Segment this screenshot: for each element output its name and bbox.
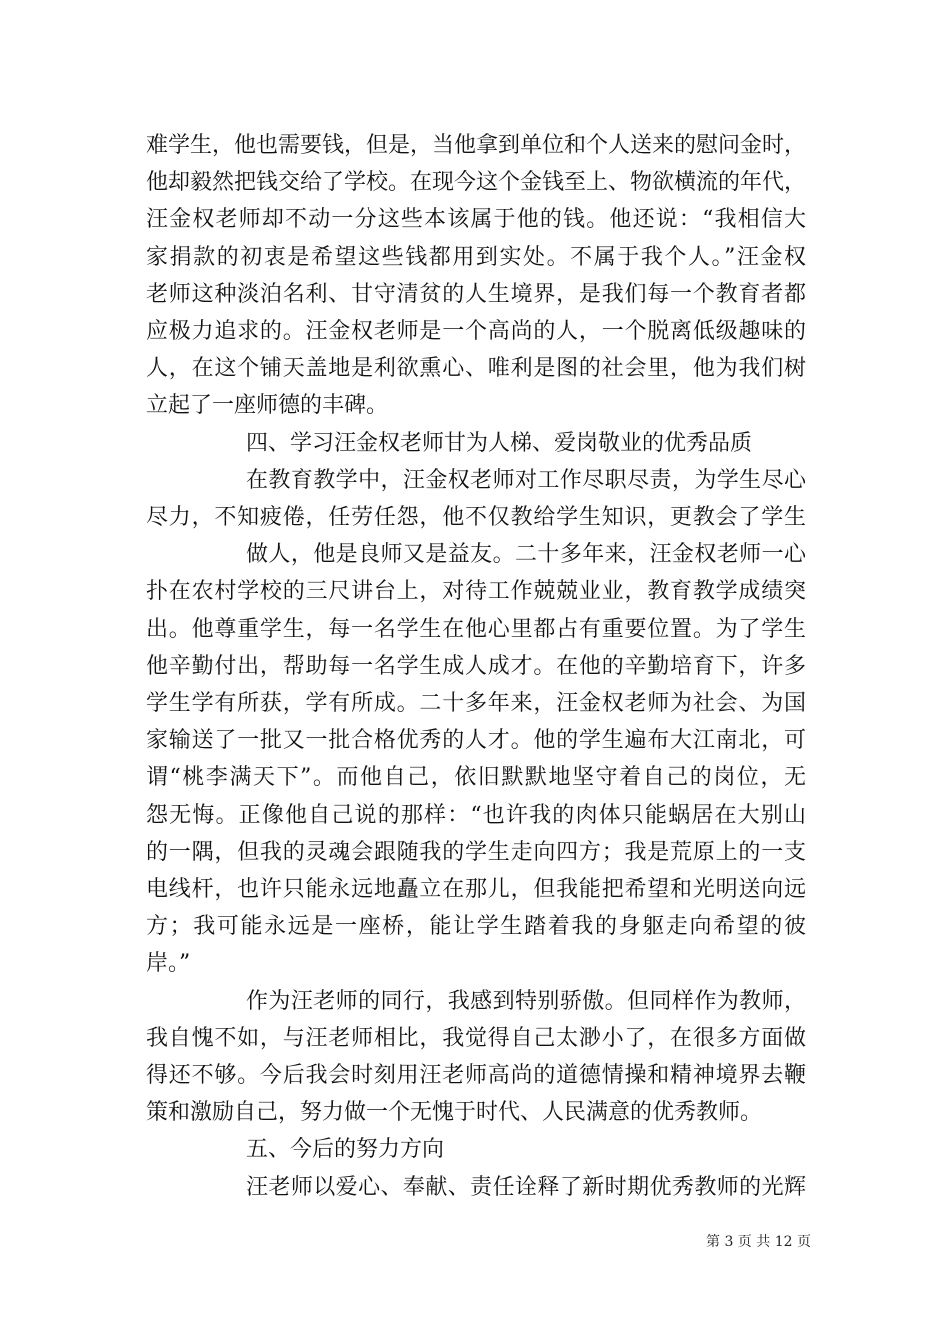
page-number: 第 3 页 共 12 页 <box>706 1234 811 1250</box>
body-line: 方；我可能永远是一座桥，能让学生踏着我的身躯走向希望的彼 <box>146 914 806 939</box>
body-line: 老师这种淡泊名利、甘守清贫的人生境界，是我们每一个教育者都 <box>146 282 806 307</box>
body-line: 家输送了一批又一批合格优秀的人才。他的学生遍布大江南北，可 <box>146 728 806 753</box>
body-line: 的一隅，但我的灵魂会跟随我的学生走向四方；我是荒原上的一支 <box>146 840 806 865</box>
body-line: 汪金权老师却不动一分这些本该属于他的钱。他还说：“我相信大 <box>146 207 806 232</box>
body-line: 扑在农村学校的三尺讲台上，对待工作兢兢业业，教育教学成绩突 <box>146 579 806 604</box>
body-line: 尽力，不知疲倦，任劳任怨，他不仅教给学生知识，更教会了学生 <box>146 505 806 530</box>
body-line: 立起了一座师德的丰碑。 <box>146 393 389 418</box>
section-heading: 四、学习汪金权老师甘为人梯、爱岗敬业的优秀品质 <box>246 431 753 456</box>
body-line: 在教育教学中，汪金权老师对工作尽职尽责，为学生尽心 <box>246 468 806 493</box>
body-line: 怨无悔。正像他自己说的那样：“也许我的肉体只能蜗居在大别山 <box>146 803 806 828</box>
body-line: 谓“桃李满天下”。而他自己，依旧默默地坚守着自己的岗位，无 <box>146 765 806 790</box>
body-line: 做人，他是良师又是益友。二十多年来，汪金权老师一心 <box>246 542 806 567</box>
body-line: 策和激励自己，努力做一个无愧于时代、人民满意的优秀教师。 <box>146 1100 763 1125</box>
body-line: 得还不够。今后我会时刻用汪老师高尚的道德情操和精神境界去鞭 <box>146 1063 806 1088</box>
body-line: 我自愧不如，与汪老师相比，我觉得自己太渺小了，在很多方面做 <box>146 1026 806 1051</box>
body-line: 他却毅然把钱交给了学校。在现今这个金钱至上、物欲横流的年代， <box>146 170 806 195</box>
body-line: 难学生，他也需要钱，但是，当他拿到单位和个人送来的慰问金时， <box>146 133 806 158</box>
body-line: 作为汪老师的同行，我感到特别骄傲。但同样作为教师， <box>246 989 806 1014</box>
body-line: 岸。” <box>146 951 191 976</box>
body-line: 学生学有所获，学有所成。二十多年来，汪金权老师为社会、为国 <box>146 691 806 716</box>
body-line: 电线杆，也许只能永远地矗立在那儿，但我能把希望和光明送向远 <box>146 877 806 902</box>
body-line: 他辛勤付出，帮助每一名学生成人成才。在他的辛勤培育下，许多 <box>146 654 806 679</box>
body-line: 出。他尊重学生，每一名学生在他心里都占有重要位置。为了学生 <box>146 617 806 642</box>
body-line: 应极力追求的。汪金权老师是一个高尚的人，一个脱离低级趣味的 <box>146 319 806 344</box>
body-line: 人，在这个铺天盖地是利欲熏心、唯利是图的社会里，他为我们树 <box>146 356 806 381</box>
body-line: 汪老师以爱心、奉献、责任诠释了新时期优秀教师的光辉 <box>246 1175 806 1200</box>
section-heading: 五、今后的努力方向 <box>246 1137 445 1162</box>
body-line: 家捐款的初衷是希望这些钱都用到实处。不属于我个人。”汪金权 <box>146 245 806 270</box>
